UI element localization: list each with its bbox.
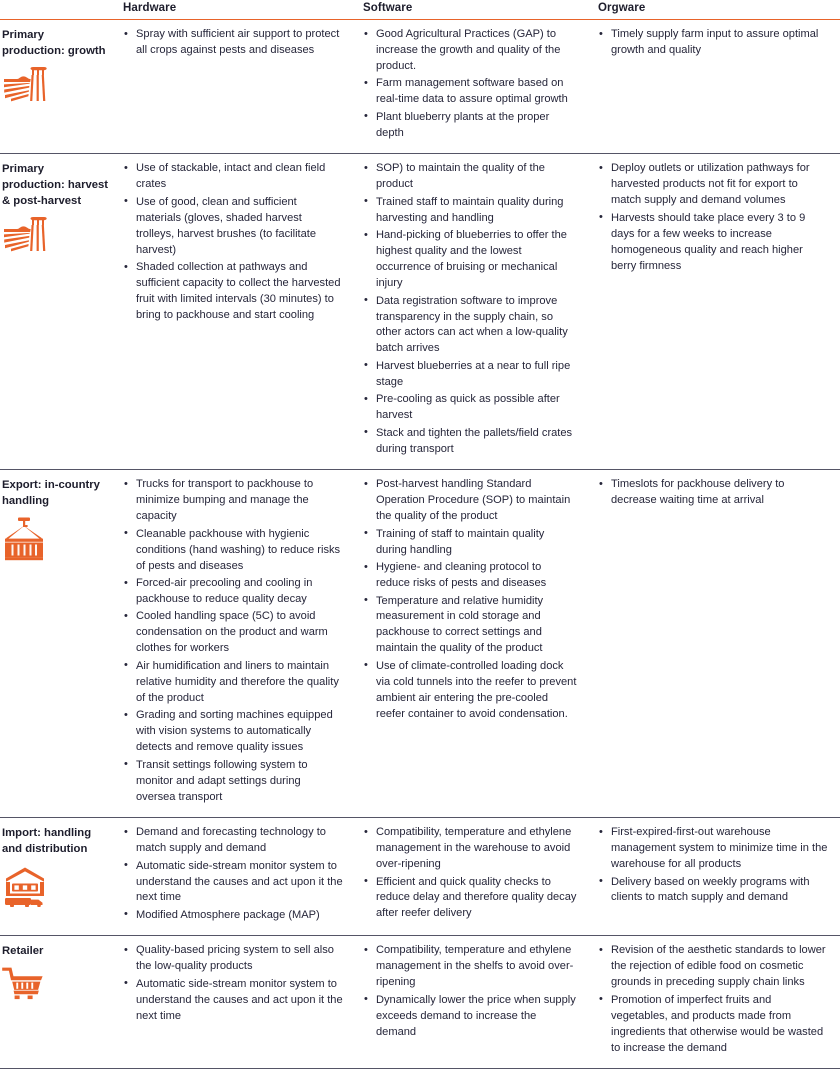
software-cell [355, 20, 590, 154]
bullet-item: • Use of stackable, intact and clean field crates [135, 161, 343, 193]
bullet-item: • Dynamically lower the price when supply exceeds demand to increase the demand [375, 993, 578, 1041]
software-bullet-list [363, 943, 578, 1040]
bullet-item: • Pre-cooling as quick as possible after harvest [375, 392, 578, 424]
farm-field-icon [2, 67, 109, 103]
bullet-item: • Deploy outlets or utilization pathways for harvested products not fit for export to match supply and demand volumes [610, 161, 828, 209]
hardware-bullet-list [123, 161, 343, 324]
bullet-item: • Post-harvest handling Standard Operation Procedure (SOP) to maintain the quality of the product [375, 477, 578, 525]
bullet-item: • Delivery based on weekly programs with clients to match supply and demand [610, 875, 828, 907]
table-body [0, 20, 840, 1069]
stage-cell [0, 470, 115, 818]
orgware-bullet-list [598, 477, 828, 509]
bullet-item: • Hand-picking of blueberries to offer the highest quality and the lowest occurrence of bruising or mechanical injury [375, 228, 578, 292]
bullet-item: • Compatibility, temperature and ethylene management in the warehouse to avoid over-ripening [375, 825, 578, 873]
bullet-item: • Harvest blueberries at a near to full ripe stage [375, 359, 578, 391]
bullet-item: • Use of climate-controlled loading dock via cold tunnels into the reefer to prevent ambient air entering the pre-cooled reefer container to avoid condensation. [375, 659, 578, 723]
software-cell [355, 154, 590, 470]
bullet-item: • Trucks for transport to packhouse to minimize bumping and manage the capacity [135, 477, 343, 525]
table-row [0, 20, 840, 154]
bullet-item: • Air humidification and liners to maintain relative humidity and therefore the quality of the product [135, 659, 343, 707]
stage-label: Export: in-country handling [2, 479, 100, 508]
hardware-cell [115, 20, 355, 154]
software-bullet-list [363, 825, 578, 922]
table-header [0, 0, 840, 20]
column-header-hardware: Hardware [123, 2, 177, 14]
column-header-software: Software [363, 2, 413, 14]
software-bullet-list [363, 161, 578, 457]
orgware-cell [590, 936, 840, 1069]
bullet-item: • Harvests should take place every 3 to 9 days for a few weeks to increase homogeneous quality and reach higher berry firmness [610, 211, 828, 275]
stage-cell [0, 936, 115, 1069]
stage-label: Primary production: growth [2, 29, 106, 58]
bullet-item: • Use of good, clean and sufficient materials (gloves, shaded harvest trolleys, harvest brushes (to facilitate harvest) [135, 195, 343, 259]
orgware-bullet-list [598, 161, 828, 274]
stage-cell [0, 20, 115, 154]
hardware-cell [115, 154, 355, 470]
orgware-bullet-list [598, 27, 828, 59]
bullet-item: • Temperature and relative humidity measurement in cold storage and packhouse to correct settings and maintain the quality of the product [375, 594, 578, 658]
bullet-item: • Quality-based pricing system to sell also the low-quality products [135, 943, 343, 975]
hardware-bullet-list [123, 27, 343, 59]
hardware-bullet-list [123, 943, 343, 1024]
bullet-item: • Training of staff to maintain quality during handling [375, 527, 578, 559]
hardware-cell [115, 818, 355, 936]
orgware-bullet-list [598, 825, 828, 906]
shopping-cart-icon [2, 967, 109, 1005]
column-header-stage [0, 0, 115, 20]
bullet-item: • Promotion of imperfect fruits and vegetables, and products made from ingredients that otherwise would be wasted to increase the demand [610, 993, 828, 1057]
hardware-bullet-list [123, 825, 343, 924]
bullet-item: • Revision of the aesthetic standards to lower the rejection of edible food on cosmetic grounds in preceding supply chain links [610, 943, 828, 991]
table-row [0, 154, 840, 470]
bullet-item: • Timeslots for packhouse delivery to decrease waiting time at arrival [610, 477, 828, 509]
bullet-item: • Cooled handling space (5C) to avoid condensation on the product and warm clothes for workers [135, 609, 343, 657]
bullet-item: • Automatic side-stream monitor system to understand the causes and act upon it the next time [135, 859, 343, 907]
table-row [0, 818, 840, 936]
stage-label: Retailer [2, 945, 44, 958]
bullet-item: • Data registration software to improve transparency in the supply chain, so other actors can act when a low-quality batch arrives [375, 294, 578, 358]
bullet-item: • Grading and sorting machines equipped with vision systems to automatically detects and remove quality issues [135, 708, 343, 756]
bullet-item: • Trained staff to maintain quality during harvesting and handling [375, 195, 578, 227]
bullet-item: • Spray with sufficient air support to protect all crops against pests and diseases [135, 27, 343, 59]
bullet-item: • Stack and tighten the pallets/field crates during transport [375, 426, 578, 458]
hardware-cell [115, 936, 355, 1069]
bullet-item: • Hygiene- and cleaning protocol to reduce risks of pests and diseases [375, 560, 578, 592]
orgware-cell [590, 818, 840, 936]
stage-cell [0, 154, 115, 470]
hardware-bullet-list [123, 477, 343, 805]
column-header-orgware: Orgware [598, 2, 646, 14]
stage-label: Import: handling and distribution [2, 827, 92, 856]
orgware-cell [590, 20, 840, 154]
shipping-container-icon [2, 517, 109, 561]
warehouse-truck-icon [2, 865, 109, 907]
bullet-item: • Demand and forecasting technology to match supply and demand [135, 825, 343, 857]
software-bullet-list [363, 27, 578, 142]
orgware-cell [590, 154, 840, 470]
bullet-item: • Automatic side-stream monitor system to understand the causes and act upon it the next time [135, 977, 343, 1025]
bullet-item: • Efficient and quick quality checks to reduce delay and therefore quality decay after reefer delivery [375, 875, 578, 923]
bullet-item: • Compatibility, temperature and ethylene management in the shelfs to avoid over-ripening [375, 943, 578, 991]
hardware-cell [115, 470, 355, 818]
bullet-item: • Cleanable packhouse with hygienic conditions (hand washing) to reduce risks of pests and diseases [135, 527, 343, 575]
bullet-item: • Forced-air precooling and cooling in packhouse to reduce quality decay [135, 576, 343, 608]
software-cell [355, 936, 590, 1069]
bullet-item: • Shaded collection at pathways and sufficient capacity to collect the harvested fruit with limited intervals (30 minutes) to bring to packhouse and start cooling [135, 260, 343, 324]
bullet-item: • Plant blueberry plants at the proper depth [375, 110, 578, 142]
bullet-item: • Farm management software based on real-time data to assure optimal growth [375, 76, 578, 108]
stage-cell [0, 818, 115, 936]
software-cell [355, 818, 590, 936]
bullet-item: • Transit settings following system to monitor and adapt settings during oversea transport [135, 758, 343, 806]
bullet-item: • SOP) to maintain the quality of the product [375, 161, 578, 193]
stage-label: Primary production: harvest & post-harvest [2, 163, 109, 208]
bullet-item: • Good Agricultural Practices (GAP) to increase the growth and quality of the product. [375, 27, 578, 75]
software-bullet-list [363, 477, 578, 723]
bullet-item: • First-expired-first-out warehouse management system to minimize time in the warehouse for all products [610, 825, 828, 873]
bullet-item: • Timely supply farm input to assure optimal growth and quality [610, 27, 828, 59]
orgware-cell [590, 470, 840, 818]
bullet-item: • Modified Atmosphere package (MAP) [135, 908, 343, 924]
farm-field-icon [2, 217, 109, 253]
orgware-bullet-list [598, 943, 828, 1056]
software-cell [355, 470, 590, 818]
table-row [0, 470, 840, 818]
table-row [0, 936, 840, 1069]
